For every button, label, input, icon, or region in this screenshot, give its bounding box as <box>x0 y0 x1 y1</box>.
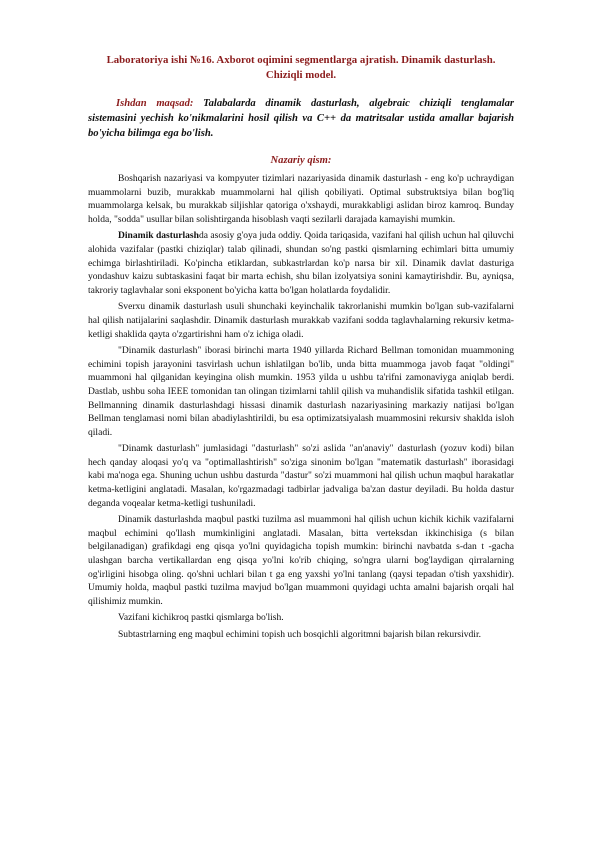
paragraph-6: Dinamik dasturlashda maqbul pastki tuzilma asl muammoni hal qilish uchun kichik kichik vazifalarni maqbul echimini qo'llash mumkinligini anglatadi. Masalan, bitta verteksdan ikkinchisiga (s bilan belgilanadigan) grafikdagi eng qisqa yo'lni quyidagicha topish mumkin: birinchi navbatda s-dan t -gacha ulashgan barcha vertikallardan eng qisqa yo'lni ko'rib chiqing, so'ngra ularni bog'laydigan qirralarning og'irligini hisobga oling. qo'shni uchlari bilan t ga eng yaxshi yo'lni tanlang (qaysi tepadan o'tish yaxshidir). Umumiy holda, maqbul pastki tuzilma mavjud bo'lgan muammoni quyidagi uchta amalni bajarish orqali hal qilishimiz mumkin. <box>88 514 514 607</box>
paragraph-2-bold-lead: Dinamik dasturlash <box>118 230 199 242</box>
goal-text: Talabalarda dinamik dasturlash, algebraic chiziqli tenglamalar sistemasini yechish ko'nikmalarini hosil qilish va C++ da matritsalar ustida amallar bajarish bo'yicha bilimga ega bo'lish. <box>88 98 514 139</box>
paragraph-1: Boshqarish nazariyasi va kompyuter tizimlari nazariyasida dinamik dasturlash - eng ko'p uchraydigan muammolarni buzib, murakkab muammolarni hal qilish qobiliyati. Optimal substruktsiya bilan bog'liq muammolarga kelsak, bu murakkab siljishlar qatoriga o'xshaydi, murakkabligi aslidan biroz kamroq. Bunday holda, "sodda" usullar bilan solishtirganda hisoblash vaqti sezilarli darajada kamayishi mumkin. <box>88 173 514 225</box>
paragraph-7: Vazifani kichikroq pastki qismlarga bo'lish. <box>118 612 284 624</box>
lab-title: Laboratoriya ishi №16. Axborot oqimini segmentlarga ajratish. Dinamik dasturlash. Chiziqli model. <box>106 54 496 81</box>
paragraph-2-text: da asosiy g'oya juda oddiy. Qoida tariqasida, vazifani hal qilish uchun hal qiluvchi alohida vazifalar (pastki chiziqlar) talab qilinadi, shundan so'ng pastki qismlarning echimlari bitta umumiy echimga birlashtiriladi. Ko'pincha etiklardan, subkastrlardan ko'p narsa bir xil. Dinamik davlat dasturiga yondashuv kaizu subtaskasini faqat bir marta echish, shu bilan izolyatsiya sonini kamaytirishdir. Bu, ayniqsa, takroriy taglavhalar soni eksponent bo'yicha katta bo'lgan holatlarda foydalidir. <box>88 230 514 296</box>
paragraph-5: "Dinamk dasturlash" jumlasidagi "dasturlash" so'zi aslida "an'anaviy" dasturlash (yozuv kodi) bilan hech qanday aloqasi yo'q va "optimallashtirish" so'ziga sinonim bo'lgan "matematik dasturlash" iborasidagi kabi ma'noga ega. Shuning uchun ushbu dasturda "dastur" so'zi muammoni hal qilish uchun maqbul harakatlar ketma-ketligini anglatadi. Masalan, ko'rgazmadagi tadbirlar jadvaliga ba'zan dastur deyiladi. Bu holda dastur deganda voqealar ketma-ketligi tushuniladi. <box>88 443 514 509</box>
goal-label: Ishdan maqsad: <box>116 98 194 109</box>
paragraph-3: Sverxu dinamik dasturlash usuli shunchaki keyinchalik takrorlanishi mumkin bo'lgan sub-vazifalarni hal qilish natijalarini saqlashdir. Dinamik dasturlash murakkab vazifani sodda taglavhalarning rekursiv ketma-ketligi shaklida qayta o'zgartirishni ham o'z ichiga oladi. <box>88 301 514 340</box>
paragraph-2 <box>88 229 514 297</box>
goal-paragraph <box>88 96 514 141</box>
section-heading: Nazariy qism: <box>270 155 332 166</box>
paragraph-4: "Dinamik dasturlash" iborasi birinchi marta 1940 yillarda Richard Bellman tomonidan muammoning echimini topish jarayonini tasvirlash uchun ishlatilgan bo'lib, unda bitta muammoga javob faqat "oldingi" muammoni hal qilganidan keyingina olish mumkin. 1953 yilda u ushbu ta'rifni zamonaviyga aniqlab berdi. Dastlab, ushbu soha IEEE tomonidan tan olingan tizimlarni tahlil qilish va muhandislik sifatida tashkil etilgan. Bellmanning dinamik dasturlashdagi hissasi dinamik dasturlash nazariyasining markaziy natijasi bo'lgan Bellman tenglamasi nomi bilan abadiylashtirildi, bu esa optimizatsiyalash muammosini rekursiv shaklda isloh qiladi. <box>88 345 514 438</box>
paragraph-8: Subtastrlarning eng maqbul echimini topish uch bosqichli algoritmni bajarish bilan rekursivdir. <box>118 629 481 640</box>
